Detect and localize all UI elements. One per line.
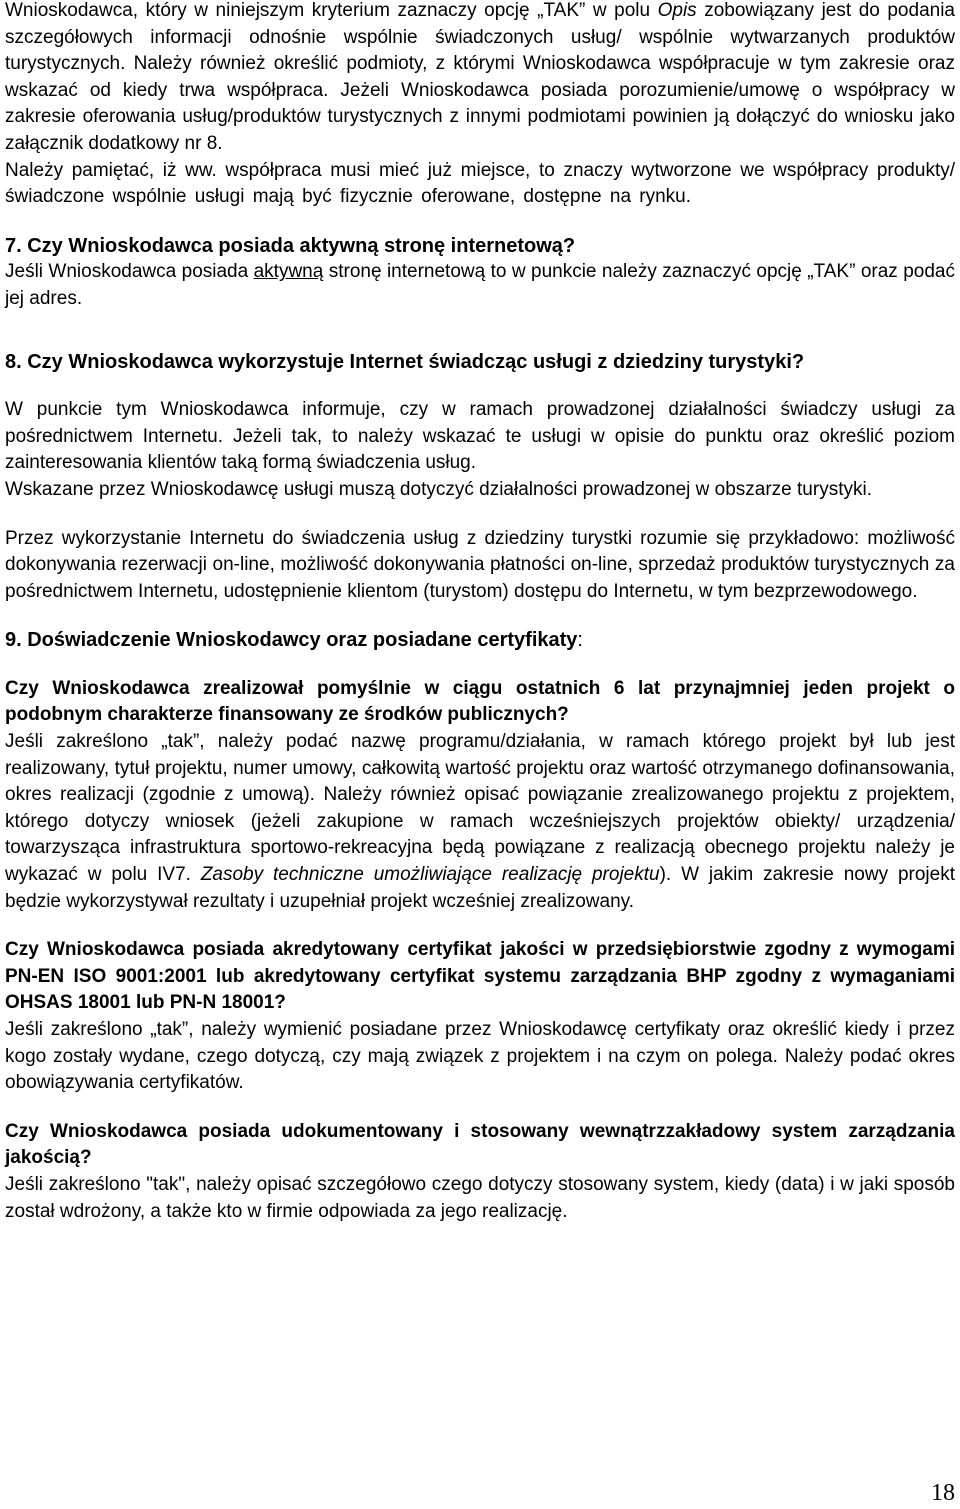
document-page [5,0,955,1225]
intro-paragraph: Wnioskodawca, który w niniejszym kryterium zaznaczy opcję „TAK” w polu Opis zobowiązany jest do podania szczegółowych informacji odnośnie wspólnie świadczonych usług/ wspólnie wytwarzanych produktów turystycznych. Należy również określić podmioty, z którymi Wnioskodawca współpracuje w tym zakresie oraz wskazać od kiedy trwa współpraca. Jeżeli Wnioskodawca posiada porozumienie/umowę o współpracy w zakresie oferowania usług/produktów turystycznych z innymi podmiotami powinien ją dołączyć do wniosku jako załącznik dodatkowy nr 8. [5,0,955,154]
section-8-paragraph-3: Przez wykorzystanie Internetu do świadczenia usług z dziedziny turystki rozumie się przykładowo: możliwość dokonywania rezerwacji on-line, możliwość dokonywania płatności on-line, sprzedaż produktów turystycznych za pośrednictwem Internetu, udostępnienie klientom (turystom) dostępu do Internetu, w tym bezprzewodowego. [5,527,955,602]
section-8-paragraph-1: W punkcie tym Wnioskodawca informuje, czy w ramach prowadzonej działalności świadczy usługi za pośrednictwem Internetu. Jeżeli tak, to należy wskazać te usługi w opisie do punktu oraz określić poziom zainteresowania klientów taką formą świadczenia usług. [5,399,955,474]
section-8-paragraph-2: Wskazane przez Wnioskodawcę usługi muszą dotyczyć działalności prowadzonej w obszarze turystyki. [5,478,872,500]
section-7-paragraph: Jeśli Wnioskodawca posiada aktywną stronę internetową to w punkcie należy zaznaczyć opcję „TAK” oraz podać jej adres. [5,261,955,309]
section-8-heading: 8. Czy Wnioskodawca wykorzystuje Internet świadcząc usługi z dziedziny turystyki? [5,350,805,373]
field-reference: Zasoby techniczne umożliwiające realizację projektu [200,864,660,886]
intro-paragraph-2: Należy pamiętać, iż ww. współpraca musi mieć już miejsce, to znaczy wytworzone we współpracy produkty/ świadczone wspólnie usługi mają być fizycznie oferowane, dostępne na rynku. [5,159,955,208]
section-9-answer-1: Jeśli zakreślono „tak”, należy podać nazwę programu/działania, w ramach którego projekt był lub jest realizowany, tytuł projektu, numer umowy, całkowitą wartość projektu oraz wartość otrzymanego dofinansowania, okres realizacji (zgodnie z umową). Należy również opisać powiązanie zrealizowanego projektu z projektem, którego dotyczy wniosek (jeżeli zakupione w ramach wcześniejszych projektów obiekty/ urządzenia/ towarzysząca infrastruktura sportowo-rekreacyjna będą powiązane z realizacją obecnego projektu należy je wykazać w polu IV7. Zasoby techniczne umożliwiające realizację projektu). W jakim zakresie nowy projekt będzie wykorzystywał rezultaty i uzupełniał projekt wcześniej zrealizowany. [5,731,955,912]
opis-field-name: Opis [657,0,697,21]
section-9-question-2: Czy Wnioskodawca posiada akredytowany certyfikat jakości w przedsiębiorstwie zgodny z wymogami PN-EN ISO 9001:2001 lub akredytowany certyfikat systemu zarządzania BHP zgodny z wymaganiami OHSAS 18001 lub PN-N 18001? [5,939,955,1014]
section-7-heading: 7. Czy Wnioskodawca posiada aktywną stronę internetową? [5,234,576,257]
section-9-question-3: Czy Wnioskodawca posiada udokumentowany i stosowany wewnątrzzakładowy system zarządzania jakością? [5,1120,955,1169]
underlined-term: aktywną [253,261,324,283]
section-9-answer-2: Jeśli zakreślono „tak”, należy wymienić posiadane przez Wnioskodawcę certyfikaty oraz określić kiedy i przez kogo zostały wydane, czego dotyczą, czy mają związek z projektem i na czym on polega. Należy podać okres obowiązywania certyfikatów. [5,1019,955,1094]
section-9-heading: 9. Doświadczenie Wnioskodawcy oraz posiadane certyfikaty: [5,629,583,652]
section-9-answer-3: Jeśli zakreślono "tak", należy opisać szczegółowo czego dotyczy stosowany system, kiedy (data) i w jaki sposób został wdrożony, a także kto w firmie odpowiada za jego realizację. [5,1173,955,1222]
page-number: 18 [931,1480,955,1506]
section-9-question-1: Czy Wnioskodawca zrealizował pomyślnie w ciągu ostatnich 6 lat przynajmniej jeden projekt o podobnym charakterze finansowany ze środków publicznych? [5,677,955,726]
